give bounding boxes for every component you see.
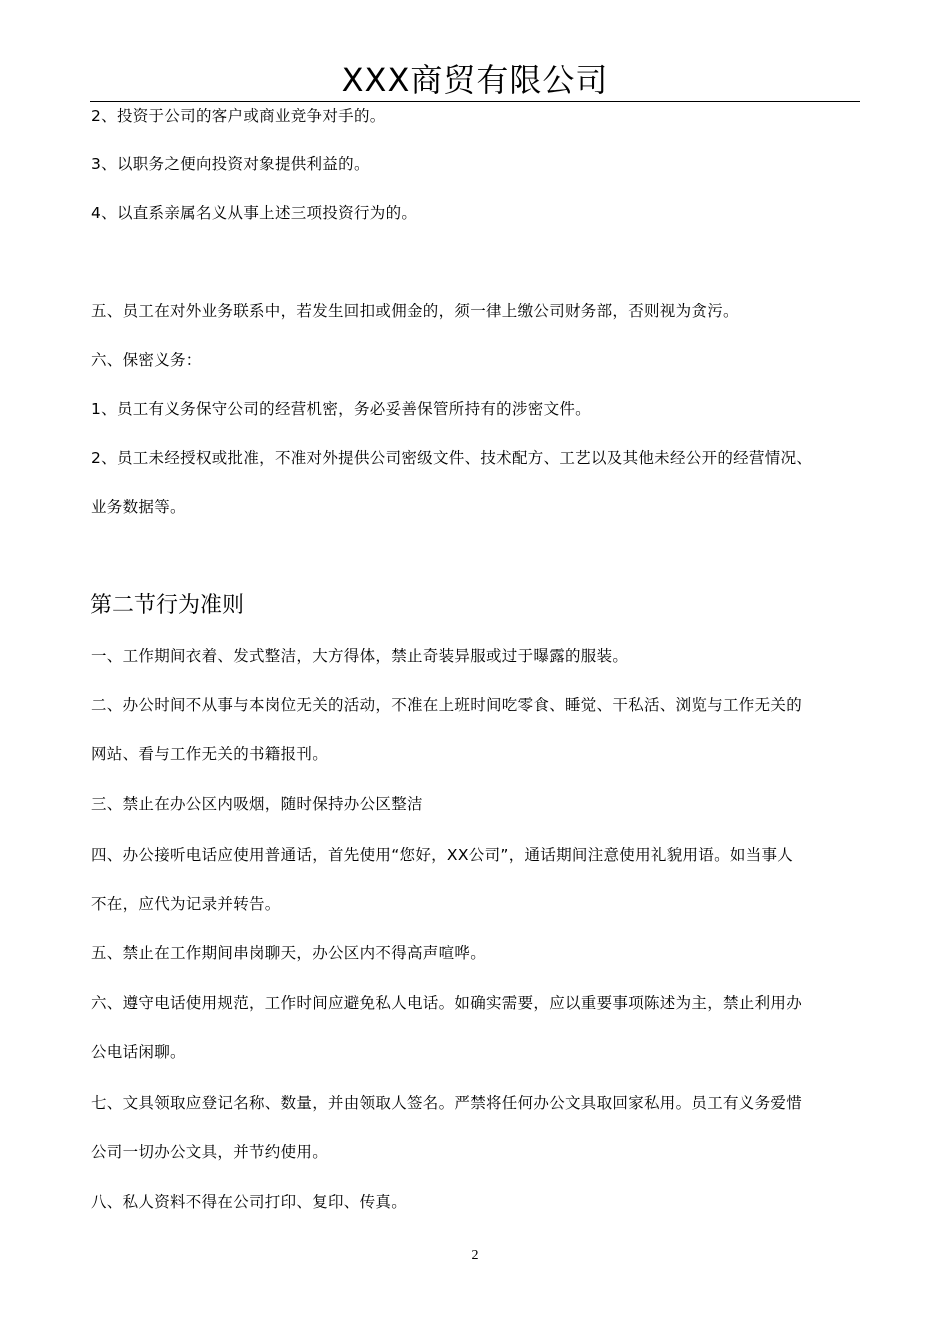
company-title: XXX商贸有限公司 bbox=[341, 61, 609, 99]
header-divider bbox=[90, 101, 860, 102]
text-line: 3、以职务之便向投资对象提供利益的。 bbox=[91, 155, 370, 173]
text-line: 六、遵守电话使用规范，工作时间应避免私人电话。如确实需要，应以重要事项陈述为主，禁止利用办 bbox=[91, 994, 803, 1012]
text-line: 公电话闲聊。 bbox=[91, 1043, 186, 1061]
text-line: 三、禁止在办公区内吸烟，随时保持办公区整洁 bbox=[91, 795, 423, 813]
text-line: 网站、看与工作无关的书籍报刊。 bbox=[91, 745, 329, 763]
page-number: 2 bbox=[471, 1248, 479, 1263]
text-line: 五、禁止在工作期间串岗聊天，办公区内不得高声喧哗。 bbox=[91, 944, 487, 962]
text-line: 2、员工未经授权或批准，不准对外提供公司密级文件、技术配方、工艺以及其他未经公开的经营情况、 bbox=[91, 449, 813, 467]
text-line: 二、办公时间不从事与本岗位无关的活动，不准在上班时间吃零食、睡觉、干私活、浏览与工作无关的 bbox=[91, 696, 803, 714]
text-line: 七、文具领取应登记名称、数量，并由领取人签名。严禁将任何办公文具取回家私用。员工有义务爱惜 bbox=[91, 1094, 803, 1112]
text-line: 六、保密义务： bbox=[91, 351, 202, 369]
text-line: 五、员工在对外业务联系中，若发生回扣或佣金的，须一律上缴公司财务部，否则视为贪污。 bbox=[91, 302, 739, 320]
text-line: 2、投资于公司的客户或商业竞争对手的。 bbox=[91, 107, 386, 125]
text-line: 四、办公接听电话应使用普通话，首先使用“您好，XX公司”，通话期间注意使用礼貌用语。如当事人 bbox=[91, 846, 794, 864]
text-line: 八、私人资料不得在公司打印、复印、传真。 bbox=[91, 1193, 408, 1211]
text-line: 不在，应代为记录并转告。 bbox=[91, 895, 281, 913]
text-line: 1、员工有义务保守公司的经营机密，务必妥善保管所持有的涉密文件。 bbox=[91, 400, 591, 418]
text-line: 4、以直系亲属名义从事上述三项投资行为的。 bbox=[91, 204, 418, 222]
section-heading: 第二节行为准则 bbox=[90, 593, 245, 618]
text-line: 一、工作期间衣着、发式整洁，大方得体，禁止奇装异服或过于曝露的服装。 bbox=[91, 647, 629, 665]
text-line: 公司一切办公文具，并节约使用。 bbox=[91, 1143, 329, 1161]
text-line: 业务数据等。 bbox=[91, 498, 186, 516]
